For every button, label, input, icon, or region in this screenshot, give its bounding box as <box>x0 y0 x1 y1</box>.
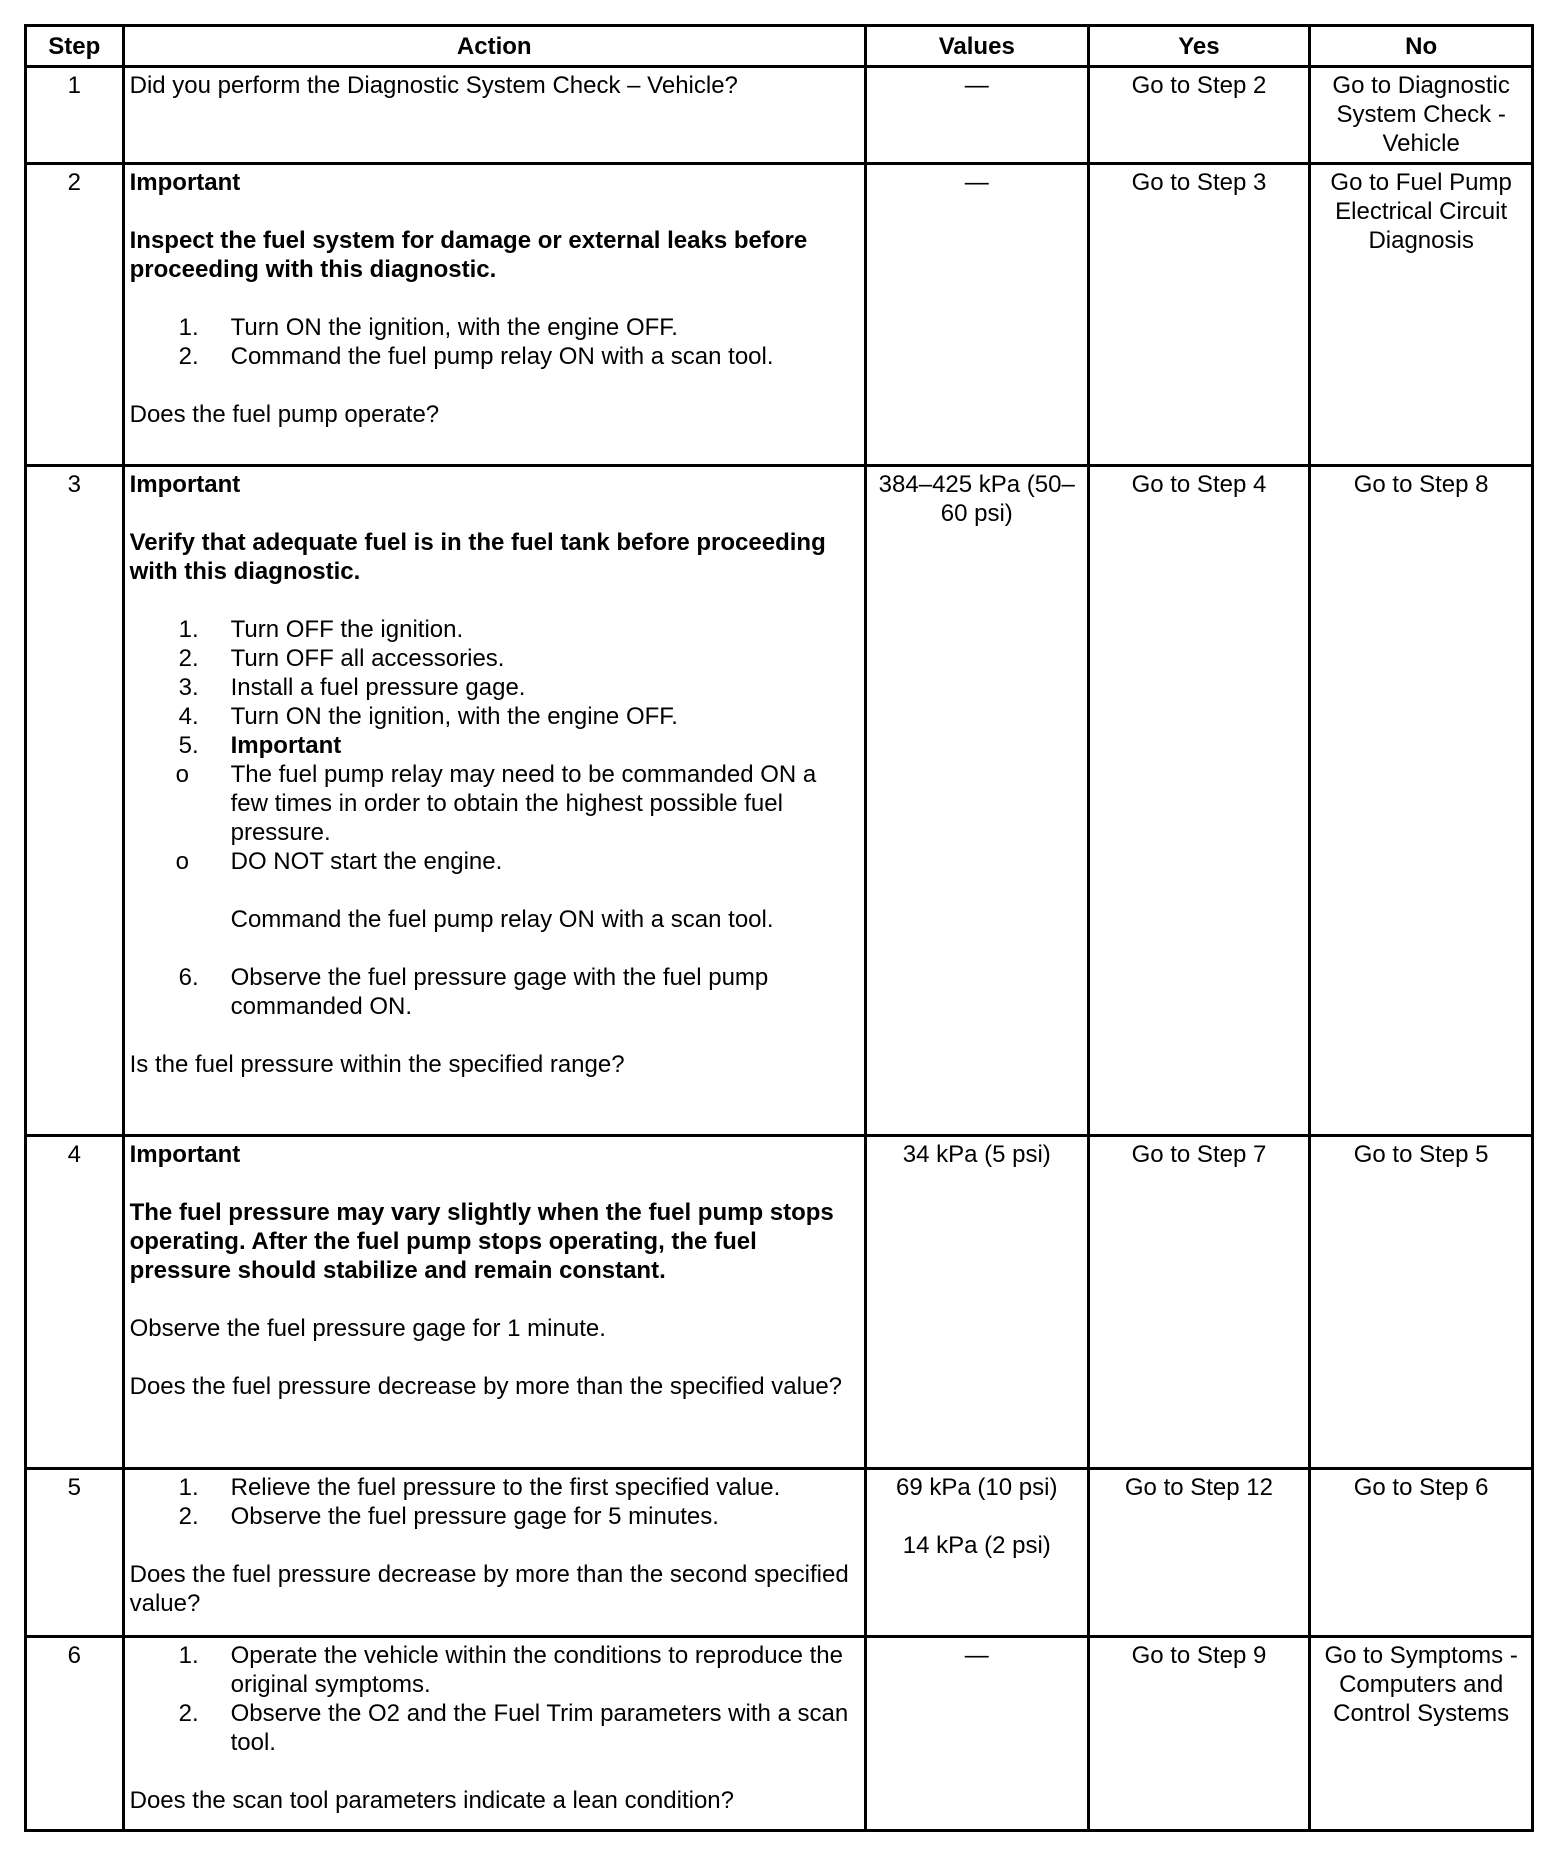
table-row <box>26 164 1533 466</box>
step-number: 6 <box>26 1637 124 1831</box>
step-number: 2 <box>26 164 124 466</box>
header-no: No <box>1310 26 1533 67</box>
sub-list-item: o The fuel pump relay may need to be commanded ON a few times in order to obtain the highest possible fuel pressure. <box>175 761 817 846</box>
action-cell <box>123 1637 865 1831</box>
table-row <box>26 1469 1533 1637</box>
action-cell <box>123 1469 865 1637</box>
action-question: Does the fuel pressure decrease by more than the second specified value? <box>129 1561 849 1617</box>
step-list <box>130 615 859 760</box>
table-row <box>26 1136 1533 1469</box>
no-cell: Go to Step 6 <box>1310 1469 1533 1637</box>
important-label: Important <box>129 471 241 498</box>
action-question: Did you perform the Diagnostic System Check – Vehicle? <box>129 72 738 99</box>
table-header-row <box>26 26 1533 67</box>
list-item: 1. Turn OFF the ignition. <box>178 616 464 643</box>
important-text: The fuel pressure may vary slightly when the fuel pump stops operating. After the fuel pump stops operating, the fuel pressure should stabilize and remain constant. <box>129 1199 834 1284</box>
no-cell: Go to Fuel Pump Electrical Circuit Diagnosis <box>1310 164 1533 466</box>
values-cell: 34 kPa (5 psi) <box>865 1136 1088 1469</box>
sub-list <box>130 760 859 876</box>
list-item: 2. Observe the O2 and the Fuel Trim parameters with a scan tool. <box>178 1700 849 1756</box>
list-item: 1. Operate the vehicle within the conditions to reproduce the original symptoms. <box>178 1642 843 1698</box>
list-item: 5. Important <box>178 732 342 759</box>
header-yes: Yes <box>1088 26 1310 67</box>
value-second: 14 kPa (2 psi) <box>902 1532 1051 1559</box>
important-text: Inspect the fuel system for damage or external leaks before proceeding with this diagnostic. <box>129 227 808 283</box>
table-row <box>26 67 1533 164</box>
value-first: 69 kPa (10 psi) <box>896 1474 1058 1501</box>
item5-followup: Command the fuel pump relay ON with a scan tool. <box>230 906 774 933</box>
no-cell: Go to Symptoms - Computers and Control Systems <box>1310 1637 1533 1831</box>
values-cell: — <box>865 67 1088 164</box>
action-cell <box>123 67 865 164</box>
yes-cell: Go to Step 2 <box>1088 67 1310 164</box>
sub-list-item: o DO NOT start the engine. <box>175 848 503 875</box>
important-label: Important <box>129 1141 241 1168</box>
list-item: 2. Observe the fuel pressure gage for 5 minutes. <box>178 1503 719 1530</box>
yes-cell: Go to Step 9 <box>1088 1637 1310 1831</box>
no-cell: Go to Step 5 <box>1310 1136 1533 1469</box>
header-action: Action <box>123 26 865 67</box>
no-cell: Go to Step 8 <box>1310 466 1533 1136</box>
yes-cell: Go to Step 12 <box>1088 1469 1310 1637</box>
list-item: 1. Relieve the fuel pressure to the first specified value. <box>178 1474 781 1501</box>
step-list <box>130 1641 859 1757</box>
step-list <box>130 963 859 1021</box>
diagnostic-table <box>24 24 1534 1832</box>
action-question: Is the fuel pressure within the specified range? <box>129 1051 625 1078</box>
step-number: 3 <box>26 466 124 1136</box>
action-cell <box>123 466 865 1136</box>
list-item: 6. Observe the fuel pressure gage with the fuel pump commanded ON. <box>178 964 769 1020</box>
action-question: Does the fuel pressure decrease by more than the specified value? <box>129 1373 843 1400</box>
list-item: 3. Install a fuel pressure gage. <box>178 674 526 701</box>
action-instruction: Observe the fuel pressure gage for 1 minute. <box>129 1315 606 1342</box>
values-cell: — <box>865 164 1088 466</box>
values-cell: — <box>865 1637 1088 1831</box>
list-item: 2. Turn OFF all accessories. <box>178 645 505 672</box>
yes-cell: Go to Step 4 <box>1088 466 1310 1136</box>
action-cell <box>123 1136 865 1469</box>
important-text: Verify that adequate fuel is in the fuel tank before proceeding with this diagnostic. <box>129 529 826 585</box>
step-list <box>130 1473 859 1531</box>
action-question: Does the scan tool parameters indicate a lean condition? <box>129 1787 734 1814</box>
no-cell: Go to Diagnostic System Check - Vehicle <box>1310 67 1533 164</box>
header-step: Step <box>26 26 124 67</box>
action-question: Does the fuel pump operate? <box>129 401 440 428</box>
action-cell <box>123 164 865 466</box>
step-number: 4 <box>26 1136 124 1469</box>
table-row <box>26 1637 1533 1831</box>
step-number: 5 <box>26 1469 124 1637</box>
diagnostic-page <box>24 24 1534 1832</box>
yes-cell: Go to Step 7 <box>1088 1136 1310 1469</box>
list-item: 1. Turn ON the ignition, with the engine OFF. <box>178 314 678 341</box>
list-item: 4. Turn ON the ignition, with the engine OFF. <box>178 703 678 730</box>
values-cell: 384–425 kPa (50–60 psi) <box>865 466 1088 1136</box>
step-list <box>130 313 859 371</box>
important-label: Important <box>129 169 241 196</box>
table-row <box>26 466 1533 1136</box>
values-cell <box>865 1469 1088 1637</box>
yes-cell: Go to Step 3 <box>1088 164 1310 466</box>
list-item: 2. Command the fuel pump relay ON with a scan tool. <box>178 343 774 370</box>
step-number: 1 <box>26 67 124 164</box>
header-values: Values <box>865 26 1088 67</box>
